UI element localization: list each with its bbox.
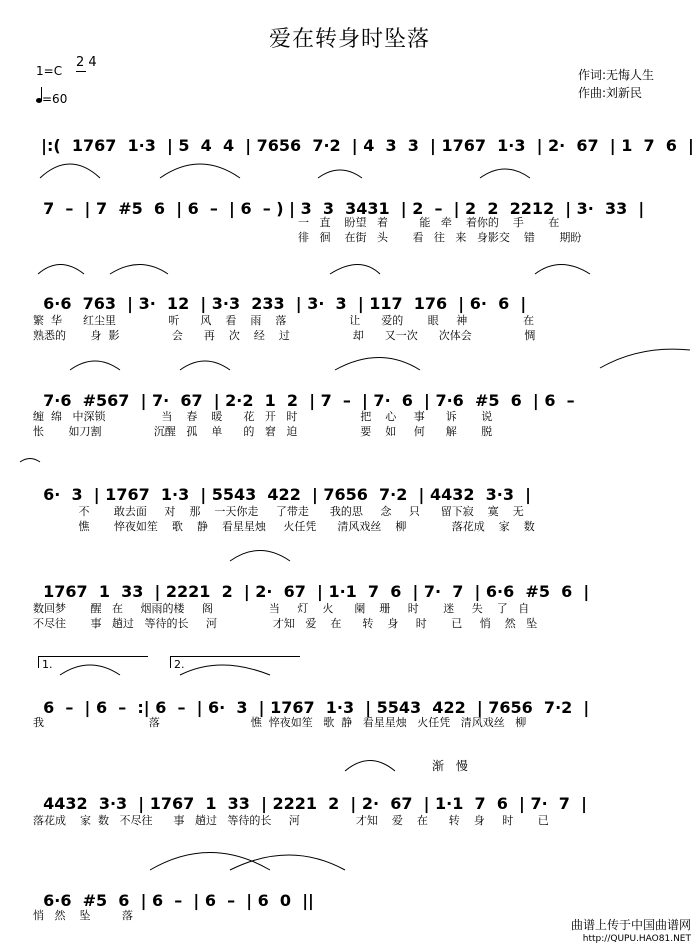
lyricist: 作词:无悔人生 <box>578 68 655 82</box>
lyrics-line-3b: 熟悉的 身 影 会 再 次 经 过 却 又一次 次体会 惆 <box>33 329 536 342</box>
lyrics-line-6a: 数回梦 醒 在 烟雨的楼 阁 当 灯 火 阑 珊 时 迷 失 了 自 <box>33 602 530 615</box>
notation: |:( 1767 1·3 | 5 4 4 | 7656 7·2 | 4 3 3 | 1767 1·3 | 2· 67 | 1 7 6 | <box>41 136 694 155</box>
lyrics-line-5b: 憔 悴夜如笙 歌 静 看星星烛 火任凭 清风戏丝 柳 落花成 家 数 <box>33 520 535 533</box>
notation: 7 – | 7 #5 6 | 6 – | 6 – ) | 3 3 3431 | 2 – | 2 2 2212 | 3· 33 | <box>43 199 645 218</box>
composer: 作曲:刘新民 <box>578 86 643 100</box>
slur-arc <box>180 361 230 370</box>
notation: 6·6 763 | 3· 12 | 3·3 233 | 3· 3 | 117 176 | 6· 6 | <box>43 294 527 313</box>
notation: 6 – | 6 – :| 6 – | 6· 3 | 1767 1·3 | 5543 422 | 7656 7·2 | <box>43 698 590 717</box>
slur-arc <box>318 170 362 178</box>
slur-arc <box>160 164 240 178</box>
notation: 7·6 #567 | 7· 67 | 2·2 1 2 | 7 – | 7· 6 | 7·6 #5 6 | 6 – <box>43 391 575 410</box>
slur-arc <box>70 361 120 370</box>
footer-url: http://QUPU.HAO81.NET <box>582 934 691 944</box>
tempo-value: =60 <box>42 92 68 106</box>
volta-1: 1. <box>42 658 53 671</box>
page-title: 爱在转身时坠落 <box>268 27 430 52</box>
lyrics-line-3a: 繁 华 红尘里 听 风 看 雨 落 让 爱的 眼 神 在 <box>33 314 535 327</box>
slur-arc <box>535 265 590 275</box>
time-signature-bottom: 4 <box>88 55 97 70</box>
notation: 6·6 #5 6 | 6 – | 6 – | 6 0 || <box>43 891 314 910</box>
slur-arc <box>345 761 395 772</box>
slur-arc <box>38 265 84 275</box>
slur-arc <box>180 665 270 675</box>
lyrics-line-9: 悄 然 坠 落 <box>33 909 133 922</box>
slur-arc <box>335 358 420 371</box>
notation: 6· 3 | 1767 1·3 | 5543 422 | 7656 7·2 | 4432 3·3 | <box>43 485 531 504</box>
slur-arc <box>20 459 40 463</box>
slur-arc <box>40 164 100 178</box>
volta-2: 2. <box>174 658 185 671</box>
slur-arc <box>60 665 120 675</box>
lyrics-line-2b: 徘 徊 在街 头 看 往 来 身影交 错 期盼 <box>298 231 582 244</box>
lyrics-line-4a: 缠 绵 中深锁 当 春 暖 花 开 时 把 心 事 诉 说 <box>33 410 493 423</box>
tempo-mark: 渐 慢 <box>432 759 472 773</box>
notation: 1767 1 33 | 2221 2 | 2· 67 | 1·1 7 6 | 7· 7 | 6·6 #5 6 | <box>43 582 590 601</box>
slur-arc <box>230 551 290 562</box>
lyrics-line-8: 落花成 家 数 不尽往 事 趟过 等待的长 河 才知 爱 在 转 身 时 已 <box>33 814 549 827</box>
slur-arc <box>480 169 530 178</box>
slur-arc <box>600 349 690 368</box>
footer-site: 曲谱上传于中国曲谱网 <box>570 918 691 932</box>
slur-arc <box>110 265 168 275</box>
footer <box>571 918 691 946</box>
lyrics-line-5a: 不 敢去面 对 那 一天你走 了带走 我的思 念 只 留下寂 寞 无 <box>33 505 524 518</box>
slur-arc <box>230 855 345 870</box>
notation: 4432 3·3 | 1767 1 33 | 2221 2 | 2· 67 | 1·1 7 6 | 7· 7 | <box>43 794 587 813</box>
slur-arc <box>330 265 380 275</box>
key-signature: 1=C <box>36 64 63 78</box>
lyrics-line-4b: 怅 如刀割 沉醒 孤 单 的 窘 迫 要 如 何 解 脱 <box>33 425 493 438</box>
lyrics-line-6b: 不尽往 事 趟过 等待的长 河 才知 爱 在 转 身 时 已 悄 然 坠 <box>33 617 538 630</box>
lyrics-line-7: 我 落 憔 悴夜如笙 歌 静 看星星烛 火任凭 清风戏丝 柳 <box>33 716 527 729</box>
lyrics-line-2a: 一 直 盼望 着 能 牵 着你的 手 在 <box>298 216 560 229</box>
time-signature-top: 2 <box>76 55 85 70</box>
